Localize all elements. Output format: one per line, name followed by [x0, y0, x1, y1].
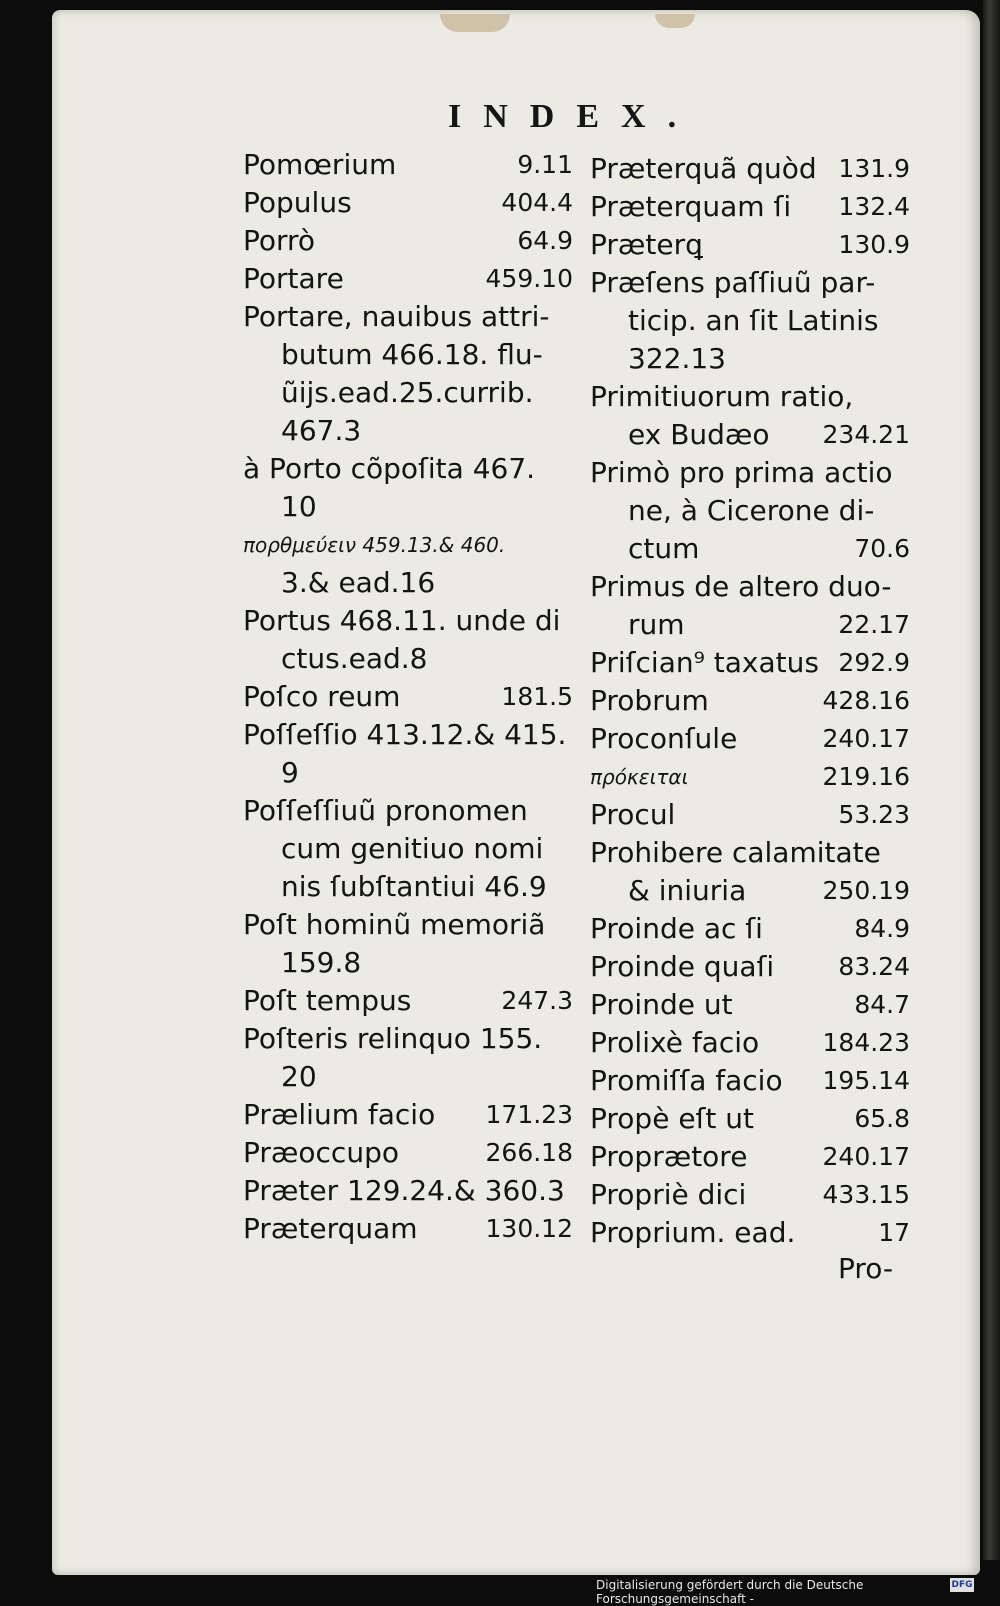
index-term: ex Budæo	[628, 418, 770, 451]
index-entry	[590, 378, 910, 416]
index-term: Præterꝗ	[590, 228, 703, 261]
index-page-ref: 130.9	[838, 230, 910, 259]
index-term: Portare, nauibus attri-	[243, 300, 550, 333]
index-page-ref: 9.11	[517, 150, 573, 179]
index-term: Poſteris relinquo 155.	[243, 1022, 543, 1055]
catchword: Pro-	[838, 1252, 894, 1285]
index-page-ref: 65.8	[854, 1104, 910, 1133]
index-entry	[590, 796, 910, 834]
index-entry	[243, 260, 573, 298]
index-term: Præoccupo	[243, 1136, 399, 1169]
index-entry	[243, 450, 573, 488]
index-entry	[243, 868, 573, 906]
index-entry	[243, 716, 573, 754]
index-page-ref: 433.15	[822, 1180, 910, 1209]
index-entry	[243, 146, 573, 184]
index-page-ref: 171.23	[485, 1100, 573, 1129]
index-entry	[243, 488, 573, 526]
index-entry	[590, 1214, 910, 1252]
index-column-left	[243, 146, 573, 1248]
index-page-ref: 84.7	[854, 990, 910, 1019]
index-page-ref: 266.18	[485, 1138, 573, 1167]
dfg-logo: DFG	[951, 1580, 973, 1590]
index-entry	[243, 1058, 573, 1096]
index-entry	[590, 910, 910, 948]
index-page-ref: 428.16	[822, 686, 910, 715]
index-term: Priſcian⁹ taxatus	[590, 646, 819, 679]
index-term: butum 466.18. flu-	[281, 338, 543, 371]
index-term: Poſt hominũ memoriã	[243, 908, 546, 941]
index-term: Poſſeſſiuũ pronomen	[243, 794, 528, 827]
index-term: Proprætore	[590, 1140, 748, 1173]
index-term: Propè eſt ut	[590, 1102, 755, 1135]
index-term: Probrum	[590, 684, 709, 717]
index-term: 20	[281, 1060, 317, 1093]
index-term: πρόκειται	[590, 765, 689, 789]
index-term: Promiſſa facio	[590, 1064, 783, 1097]
index-entry	[243, 1172, 573, 1210]
index-page-ref: 292.9	[838, 648, 910, 677]
index-term: ũijs.ead.25.currib.	[281, 376, 534, 409]
index-entry	[590, 340, 910, 378]
index-entry	[243, 564, 573, 602]
index-entry	[590, 986, 910, 1024]
book-spine	[983, 0, 1000, 1560]
index-page-ref: 70.6	[854, 534, 910, 563]
index-entry	[243, 982, 573, 1020]
index-entry	[590, 758, 910, 796]
index-term: πορθμεύειν 459.13.& 460.	[243, 533, 506, 557]
index-entry	[243, 298, 573, 336]
index-entry	[590, 416, 910, 454]
index-term: Prolixè facio	[590, 1026, 760, 1059]
index-entry	[590, 302, 910, 340]
index-entry	[243, 1134, 573, 1172]
index-page-ref: 84.9	[854, 914, 910, 943]
index-term: Proinde ut	[590, 988, 733, 1021]
index-term: Proinde ac ſi	[590, 912, 763, 945]
index-term: Primus de altero duo-	[590, 570, 892, 603]
index-entry	[243, 754, 573, 792]
index-term: 10	[281, 490, 317, 523]
index-page-ref: 53.23	[838, 800, 910, 829]
index-term: Proconſule	[590, 722, 738, 755]
index-entry	[590, 1024, 910, 1062]
index-term: Primitiuorum ratio,	[590, 380, 854, 413]
index-term: ticip. an ſit Latinis	[628, 304, 879, 337]
index-term: 9	[281, 756, 299, 789]
index-entry	[590, 834, 910, 872]
index-entry	[590, 150, 910, 188]
index-entry	[590, 188, 910, 226]
index-entry	[243, 184, 573, 222]
index-entry	[590, 454, 910, 492]
index-term: ne, à Cicerone di-	[628, 494, 875, 527]
index-entry	[590, 682, 910, 720]
index-term: Portus 468.11. unde di	[243, 604, 561, 637]
index-entry	[590, 1062, 910, 1100]
index-term: 3.& ead.16	[281, 566, 436, 599]
index-entry	[243, 1096, 573, 1134]
index-page-ref: 17	[878, 1218, 910, 1247]
index-page-ref: 240.17	[822, 1142, 910, 1171]
page-title: INDEX.	[448, 98, 699, 135]
index-entry	[590, 1100, 910, 1138]
index-entry	[243, 374, 573, 412]
index-entry	[590, 1176, 910, 1214]
index-page-ref: 181.5	[501, 682, 573, 711]
index-term: Prohibere calamitate	[590, 836, 881, 869]
index-page-ref: 184.23	[822, 1028, 910, 1057]
index-term: rum	[628, 608, 685, 641]
index-page-ref: 404.4	[501, 188, 573, 217]
index-term: Propriè dici	[590, 1178, 747, 1211]
index-term: 159.8	[281, 946, 362, 979]
index-entry	[590, 264, 910, 302]
index-entry	[590, 606, 910, 644]
index-entry	[243, 678, 573, 716]
index-page-ref: 240.17	[822, 724, 910, 753]
index-term: Portare	[243, 262, 344, 295]
index-term: Præterquam ſi	[590, 190, 792, 223]
index-entry	[590, 644, 910, 682]
digitization-credit: Digitalisierung gefördert durch die Deutsche Forschungsgemeinschaft -	[596, 1578, 864, 1606]
index-term: & iniuria	[628, 874, 747, 907]
index-term: Proprium. ead.	[590, 1216, 796, 1249]
index-term: Præter 129.24.& 360.3	[243, 1174, 565, 1207]
index-term: Primò pro prima actio	[590, 456, 893, 489]
index-entry	[243, 1210, 573, 1248]
index-page-ref: 83.24	[838, 952, 910, 981]
index-entry	[243, 1020, 573, 1058]
index-page-ref: 234.21	[822, 420, 910, 449]
index-entry	[590, 530, 910, 568]
index-column-right	[590, 150, 910, 1252]
index-term: ctum	[628, 532, 700, 565]
index-page-ref: 132.4	[838, 192, 910, 221]
index-entry	[590, 492, 910, 530]
index-page-ref: 219.16	[822, 762, 910, 791]
index-page-ref: 459.10	[485, 264, 573, 293]
page-stain	[440, 14, 510, 32]
index-term: Prælium facio	[243, 1098, 436, 1131]
index-term: Præterquam	[243, 1212, 418, 1245]
index-entry	[243, 830, 573, 868]
index-page-ref: 195.14	[822, 1066, 910, 1095]
index-entry	[590, 1138, 910, 1176]
index-term: 467.3	[281, 414, 362, 447]
index-term: Præſens paſſiuũ par-	[590, 266, 876, 299]
index-term: Poſſeſſio 413.12.& 415.	[243, 718, 567, 751]
index-term: Procul	[590, 798, 676, 831]
index-term: cum genitiuo nomi	[281, 832, 544, 865]
index-term: 322.13	[628, 342, 726, 375]
index-page-ref: 130.12	[485, 1214, 573, 1243]
index-entry	[590, 226, 910, 264]
index-entry	[590, 872, 910, 910]
index-term: Porrò	[243, 224, 316, 257]
index-term: ctus.ead.8	[281, 642, 428, 675]
index-page-ref: 64.9	[517, 226, 573, 255]
index-entry	[243, 906, 573, 944]
index-entry	[243, 640, 573, 678]
index-entry	[590, 720, 910, 758]
index-term: nis ſubſtantiui 46.9	[281, 870, 547, 903]
index-entry	[243, 602, 573, 640]
index-term: Præterquã quòd	[590, 152, 817, 185]
index-term: Poſt tempus	[243, 984, 412, 1017]
index-entry	[243, 412, 573, 450]
index-term: Pomœrium	[243, 148, 397, 181]
index-term: Proinde quaſi	[590, 950, 775, 983]
index-term: Populus	[243, 186, 352, 219]
index-page-ref: 250.19	[822, 876, 910, 905]
index-entry	[243, 944, 573, 982]
index-term: à Porto cõpoſita 467.	[243, 452, 536, 485]
index-entry	[243, 222, 573, 260]
index-term: Poſco reum	[243, 680, 401, 713]
index-page-ref: 131.9	[838, 154, 910, 183]
index-entry	[590, 948, 910, 986]
index-page-ref: 22.17	[838, 610, 910, 639]
index-page-ref: 247.3	[501, 986, 573, 1015]
index-entry	[243, 526, 573, 564]
index-entry	[243, 336, 573, 374]
index-entry	[243, 792, 573, 830]
index-entry	[590, 568, 910, 606]
